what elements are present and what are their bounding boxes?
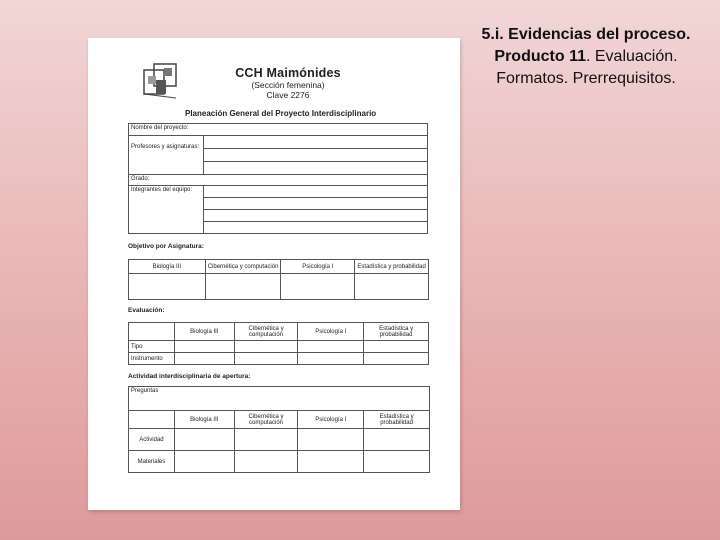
actividad-cibernetica: Cibernética y computación — [234, 411, 298, 429]
slide-title-rest: . Evaluación. Formatos. Prerrequisitos. — [496, 48, 678, 87]
actividad-biologia: Biología III — [174, 411, 234, 429]
field-grado: Grado: — [129, 175, 428, 186]
school-name: CCH Maimónides — [235, 66, 341, 80]
evaluacion-estadistica: Estadística y probabilidad — [364, 323, 429, 341]
objetivo-cell — [129, 274, 206, 300]
objetivo-estadistica: Estadística y probabilidad — [355, 260, 429, 274]
objetivo-cell — [281, 274, 355, 300]
objetivo-psicologia: Psicología I — [281, 260, 355, 274]
document-page — [88, 38, 460, 510]
evaluacion-psicologia: Psicología I — [298, 323, 364, 341]
integrantes-cell — [203, 198, 427, 210]
plan-title: Planeación General del Proyecto Interdisciplinario — [185, 109, 377, 118]
slide-title — [462, 24, 710, 90]
project-info-table — [128, 123, 428, 234]
actividad-table — [128, 386, 430, 473]
row-actividad: Actividad — [129, 429, 175, 451]
objetivo-cell — [355, 274, 429, 300]
objetivo-table — [128, 259, 429, 300]
profesores-cell — [203, 162, 427, 175]
profesores-cell — [203, 136, 427, 149]
integrantes-cell — [203, 210, 427, 222]
field-nombre: Nombre del proyecto: — [129, 124, 428, 136]
row-materiales: Materiales — [129, 451, 175, 473]
objetivo-cell — [205, 274, 281, 300]
row-tipo: Tipo — [129, 341, 175, 353]
profesores-cell — [203, 149, 427, 162]
slide-title-bold: 5.i. Evidencias del proceso. Producto 11 — [481, 26, 691, 65]
evaluacion-cibernetica: Cibernética y computación — [234, 323, 298, 341]
field-profesores: Profesores y asignaturas: — [129, 136, 204, 175]
evaluacion-table — [128, 322, 429, 365]
field-integrantes: Integrantes del equipo: — [129, 186, 204, 234]
actividad-corner — [129, 411, 175, 429]
actividad-estadistica: Estadística y probabilidad — [364, 411, 430, 429]
school-logo — [140, 60, 182, 102]
row-preguntas: Preguntas — [129, 387, 430, 411]
document-header — [208, 66, 368, 100]
actividad-title: Actividad interdisciplinaria de apertura: — [128, 373, 251, 380]
school-section: (Sección femenina) — [251, 80, 325, 90]
integrantes-cell — [203, 222, 427, 234]
evaluacion-title: Evaluación: — [128, 307, 165, 314]
row-instrumento: Instrumento — [129, 353, 175, 365]
objetivo-biologia: Biología III — [129, 260, 206, 274]
actividad-psicologia: Psicología I — [298, 411, 364, 429]
objetivo-cibernetica: Cibernética y computación — [205, 260, 281, 274]
evaluacion-corner — [129, 323, 175, 341]
integrantes-cell — [203, 186, 427, 198]
evaluacion-biologia: Biología III — [174, 323, 234, 341]
school-clave: Clave 2276 — [266, 90, 310, 100]
objetivo-title: Objetivo por Asignatura: — [128, 243, 204, 250]
